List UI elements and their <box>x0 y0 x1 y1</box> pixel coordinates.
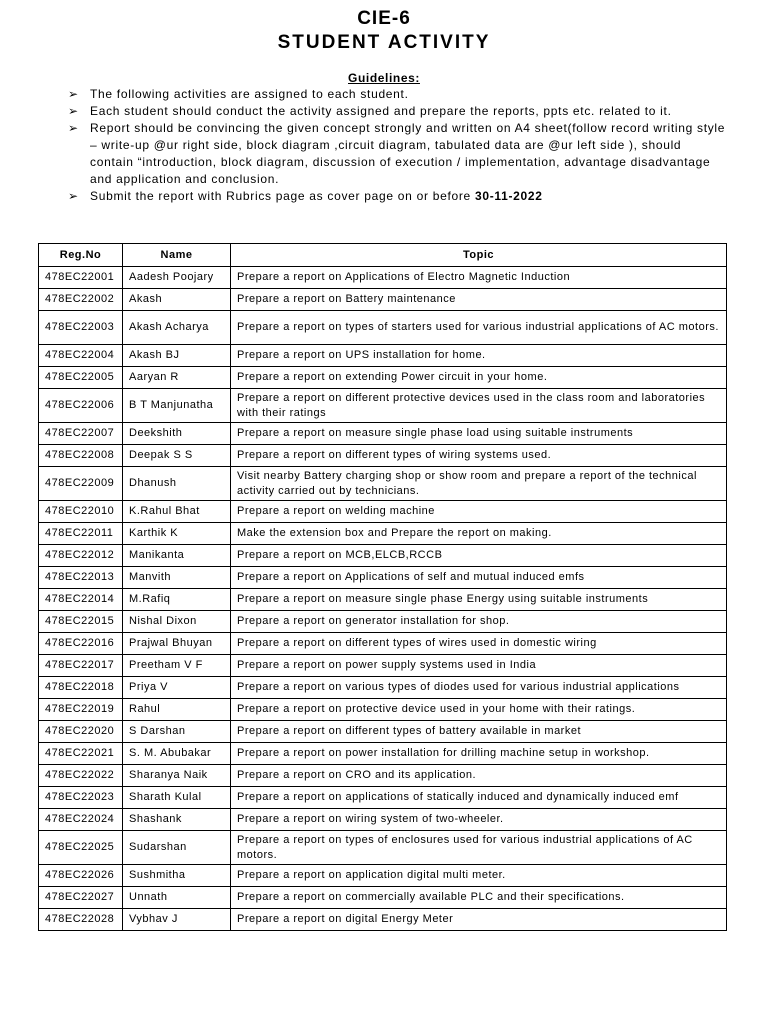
cell-name: Akash <box>123 289 231 311</box>
cell-name: Aaryan R <box>123 367 231 389</box>
cell-name: Nishal Dixon <box>123 611 231 633</box>
cell-topic: Prepare a report on extending Power circuit in your home. <box>231 367 727 389</box>
arrow-bullet-icon: ➢ <box>68 121 79 135</box>
cell-topic: Prepare a report on commercially available PLC and their specifications. <box>231 887 727 909</box>
guideline-item <box>68 188 728 205</box>
cell-name: Manikanta <box>123 545 231 567</box>
cell-regno: 478EC22006 <box>39 389 123 423</box>
cell-regno: 478EC22025 <box>39 831 123 865</box>
cell-topic: Prepare a report on wiring system of two-wheeler. <box>231 809 727 831</box>
cell-topic: Prepare a report on UPS installation for home. <box>231 345 727 367</box>
page-title: CIE-6 <box>357 8 411 29</box>
cell-topic: Prepare a report on digital Energy Meter <box>231 909 727 931</box>
guideline-text: Submit the report with Rubrics page as cover page on or before <box>90 189 475 203</box>
cell-name: Priya V <box>123 677 231 699</box>
table-row <box>39 545 727 567</box>
cell-regno: 478EC22024 <box>39 809 123 831</box>
cell-regno: 478EC22027 <box>39 887 123 909</box>
guideline-text: The following activities are assigned to each student. <box>90 87 409 101</box>
cell-regno: 478EC22020 <box>39 721 123 743</box>
table-row <box>39 523 727 545</box>
guideline-item <box>68 86 728 103</box>
cell-regno: 478EC22007 <box>39 423 123 445</box>
cell-regno: 478EC22002 <box>39 289 123 311</box>
table-row <box>39 345 727 367</box>
table-row <box>39 589 727 611</box>
cell-name: Sharath Kulal <box>123 787 231 809</box>
cell-topic: Prepare a report on measure single phase load using suitable instruments <box>231 423 727 445</box>
activity-table <box>38 243 727 931</box>
table-row <box>39 367 727 389</box>
cell-name: Shashank <box>123 809 231 831</box>
cell-topic: Visit nearby Battery charging shop or show room and prepare a report of the technical activity carried out by technicians. <box>231 467 727 501</box>
cell-regno: 478EC22005 <box>39 367 123 389</box>
cell-regno: 478EC22016 <box>39 633 123 655</box>
cell-name: Prajwal Bhuyan <box>123 633 231 655</box>
cell-topic: Prepare a report on MCB,ELCB,RCCB <box>231 545 727 567</box>
cell-regno: 478EC22008 <box>39 445 123 467</box>
cell-regno: 478EC22023 <box>39 787 123 809</box>
cell-regno: 478EC22015 <box>39 611 123 633</box>
cell-topic: Prepare a report on application digital multi meter. <box>231 865 727 887</box>
column-header-topic: Topic <box>231 244 727 267</box>
table-row <box>39 467 727 501</box>
cell-name: Vybhav J <box>123 909 231 931</box>
guidelines-heading: Guidelines: <box>348 71 420 85</box>
cell-regno: 478EC22017 <box>39 655 123 677</box>
page-subtitle: STUDENT ACTIVITY <box>277 32 491 53</box>
cell-name: Unnath <box>123 887 231 909</box>
table-row <box>39 787 727 809</box>
cell-regno: 478EC22009 <box>39 467 123 501</box>
cell-name: Aadesh Poojary <box>123 267 231 289</box>
table-row <box>39 445 727 467</box>
cell-topic: Prepare a report on welding machine <box>231 501 727 523</box>
cell-topic: Prepare a report on generator installation for shop. <box>231 611 727 633</box>
cell-regno: 478EC22014 <box>39 589 123 611</box>
cell-name: Sharanya Naik <box>123 765 231 787</box>
cell-topic: Prepare a report on different types of wiring systems used. <box>231 445 727 467</box>
table-row <box>39 501 727 523</box>
cell-regno: 478EC22019 <box>39 699 123 721</box>
cell-name: Preetham V F <box>123 655 231 677</box>
cell-name: Deepak S S <box>123 445 231 467</box>
cell-topic: Prepare a report on various types of diodes used for various industrial applications <box>231 677 727 699</box>
table-row <box>39 743 727 765</box>
table-row <box>39 267 727 289</box>
cell-name: Manvith <box>123 567 231 589</box>
cell-name: B T Manjunatha <box>123 389 231 423</box>
deadline-date: 30-11-2022 <box>474 189 543 203</box>
cell-name: Deekshith <box>123 423 231 445</box>
cell-topic: Prepare a report on Applications of self and mutual induced emfs <box>231 567 727 589</box>
table-row <box>39 831 727 865</box>
cell-regno: 478EC22004 <box>39 345 123 367</box>
arrow-bullet-icon: ➢ <box>68 87 79 101</box>
cell-topic: Prepare a report on Applications of Electro Magnetic Induction <box>231 267 727 289</box>
cell-name: Sushmitha <box>123 865 231 887</box>
cell-topic: Prepare a report on types of starters used for various industrial applications of AC motors. <box>231 311 727 345</box>
cell-topic: Prepare a report on power supply systems used in India <box>231 655 727 677</box>
cell-topic: Prepare a report on Battery maintenance <box>231 289 727 311</box>
table-row <box>39 389 727 423</box>
cell-topic: Prepare a report on power installation for drilling machine setup in workshop. <box>231 743 727 765</box>
table-row <box>39 677 727 699</box>
table-row <box>39 699 727 721</box>
guideline-text: Report should be convincing the given concept strongly and written on A4 sheet(follow record writing style – write-up @ur right side, block diagram ,circuit diagram, tabulated data are @ur left side ), should contain “introduction, block diagram, discussion of execution / implementation, advantage disadvantage and application and conclusion. <box>90 121 726 186</box>
table-row <box>39 809 727 831</box>
cell-topic: Prepare a report on measure single phase Energy using suitable instruments <box>231 589 727 611</box>
column-header-regno: Reg.No <box>39 244 123 267</box>
cell-topic: Prepare a report on CRO and its application. <box>231 765 727 787</box>
cell-topic: Make the extension box and Prepare the report on making. <box>231 523 727 545</box>
column-header-name: Name <box>123 244 231 267</box>
cell-topic: Prepare a report on different types of wires used in domestic wiring <box>231 633 727 655</box>
table-row <box>39 633 727 655</box>
cell-regno: 478EC22028 <box>39 909 123 931</box>
table-row <box>39 423 727 445</box>
table-row <box>39 887 727 909</box>
cell-name: Sudarshan <box>123 831 231 865</box>
cell-regno: 478EC22021 <box>39 743 123 765</box>
cell-regno: 478EC22022 <box>39 765 123 787</box>
table-row <box>39 765 727 787</box>
cell-name: Dhanush <box>123 467 231 501</box>
cell-regno: 478EC22013 <box>39 567 123 589</box>
guideline-item <box>68 120 728 188</box>
cell-regno: 478EC22001 <box>39 267 123 289</box>
cell-name: S. M. Abubakar <box>123 743 231 765</box>
cell-topic: Prepare a report on different protective devices used in the class room and laboratories with their ratings <box>231 389 727 423</box>
cell-regno: 478EC22011 <box>39 523 123 545</box>
table-row <box>39 289 727 311</box>
cell-name: S Darshan <box>123 721 231 743</box>
cell-regno: 478EC22010 <box>39 501 123 523</box>
guideline-item <box>68 103 728 120</box>
cell-regno: 478EC22012 <box>39 545 123 567</box>
guideline-text: Each student should conduct the activity assigned and prepare the reports, ppts etc. related to it. <box>90 104 672 118</box>
cell-topic: Prepare a report on protective device used in your home with their ratings. <box>231 699 727 721</box>
cell-name: Akash Acharya <box>123 311 231 345</box>
table-body <box>39 267 727 931</box>
table-row <box>39 721 727 743</box>
cell-regno: 478EC22026 <box>39 865 123 887</box>
cell-name: K.Rahul Bhat <box>123 501 231 523</box>
table-row <box>39 567 727 589</box>
arrow-bullet-icon: ➢ <box>68 189 79 203</box>
guidelines-list <box>68 86 728 205</box>
cell-name: M.Rafiq <box>123 589 231 611</box>
cell-topic: Prepare a report on different types of battery available in market <box>231 721 727 743</box>
table-row <box>39 865 727 887</box>
table-row <box>39 655 727 677</box>
cell-name: Karthik K <box>123 523 231 545</box>
cell-topic: Prepare a report on types of enclosures used for various industrial applications of AC motors. <box>231 831 727 865</box>
table-row <box>39 311 727 345</box>
table-row <box>39 909 727 931</box>
cell-name: Rahul <box>123 699 231 721</box>
cell-name: Akash BJ <box>123 345 231 367</box>
table-row <box>39 611 727 633</box>
cell-regno: 478EC22018 <box>39 677 123 699</box>
arrow-bullet-icon: ➢ <box>68 104 79 118</box>
cell-topic: Prepare a report on applications of statically induced and dynamically induced emf <box>231 787 727 809</box>
cell-regno: 478EC22003 <box>39 311 123 345</box>
table-header-row <box>39 244 727 267</box>
